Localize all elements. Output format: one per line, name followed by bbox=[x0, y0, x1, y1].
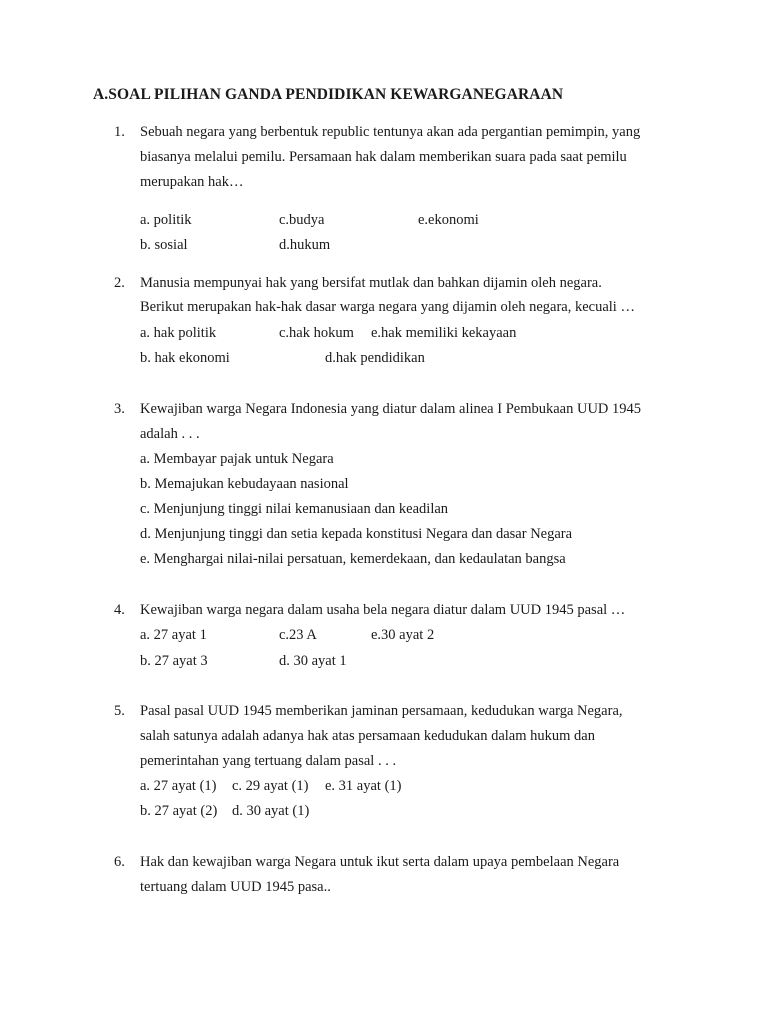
option-c: c. Menjunjung tinggi nilai kemanusiaan dan keadilan bbox=[140, 501, 449, 517]
question-text-line: Manusia mempunyai hak yang bersifat mutlak dan bahkan dijamin oleh negara. bbox=[140, 275, 602, 291]
question-text-line: adalah . . . bbox=[140, 426, 200, 442]
option-b: b. 27 ayat (2) bbox=[140, 803, 218, 819]
option-e: e.30 ayat 2 bbox=[371, 627, 435, 643]
option-c: c. 29 ayat (1) bbox=[232, 778, 309, 794]
option-d: d.hak pendidikan bbox=[325, 350, 425, 366]
question-text-line: Kewajiban warga negara dalam usaha bela negara diatur dalam UUD 1945 pasal … bbox=[140, 602, 626, 618]
question-number: 4. bbox=[114, 602, 125, 618]
option-e: e. Menghargai nilai-nilai persatuan, kemerdekaan, dan kedaulatan bangsa bbox=[140, 551, 566, 567]
option-e: e. 31 ayat (1) bbox=[325, 778, 402, 794]
option-a: a. 27 ayat (1) bbox=[140, 778, 217, 794]
question-number: 5. bbox=[114, 703, 125, 719]
question-text-line: salah satunya adalah adanya hak atas persamaan kedudukan dalam hukum dan bbox=[140, 728, 595, 744]
page-title: A.SOAL PILIHAN GANDA PENDIDIKAN KEWARGANEGARAAN bbox=[93, 86, 564, 103]
option-d: d. 30 ayat (1) bbox=[232, 803, 310, 819]
question-number: 6. bbox=[114, 854, 125, 870]
question-number: 3. bbox=[114, 401, 125, 417]
question-text-line: Pasal pasal UUD 1945 memberikan jaminan persamaan, kedudukan warga Negara, bbox=[140, 703, 623, 719]
question-number: 2. bbox=[114, 275, 125, 291]
question-text-line: merupakan hak… bbox=[140, 174, 244, 190]
question-text-line: biasanya melalui pemilu. Persamaan hak dalam memberikan suara pada saat pemilu bbox=[140, 149, 627, 165]
question-text-line: tertuang dalam UUD 1945 pasa.. bbox=[140, 879, 331, 895]
question-text-line: Hak dan kewajiban warga Negara untuk ikut serta dalam upaya pembelaan Negara bbox=[140, 854, 620, 870]
question-text-line: Berikut merupakan hak-hak dasar warga negara yang dijamin oleh negara, kecuali … bbox=[140, 299, 635, 315]
option-b: b. 27 ayat 3 bbox=[140, 653, 208, 669]
option-c: c.budya bbox=[279, 212, 325, 228]
option-b: b. sosial bbox=[140, 237, 188, 253]
option-a: a. Membayar pajak untuk Negara bbox=[140, 451, 334, 467]
option-b: b. Memajukan kebudayaan nasional bbox=[140, 476, 349, 492]
question-text-line: Sebuah negara yang berbentuk republic tentunya akan ada pergantian pemimpin, yang bbox=[140, 124, 641, 140]
option-d: d. 30 ayat 1 bbox=[279, 653, 347, 669]
question-number: 1. bbox=[114, 124, 125, 140]
question-text-line: pemerintahan yang tertuang dalam pasal . . . bbox=[140, 753, 397, 769]
option-a: a. politik bbox=[140, 212, 192, 228]
option-c: c.hak hokum bbox=[279, 325, 354, 341]
option-d: d.hukum bbox=[279, 237, 331, 253]
option-b: b. hak ekonomi bbox=[140, 350, 230, 366]
option-e: e.ekonomi bbox=[418, 212, 479, 228]
option-c: c.23 A bbox=[279, 627, 317, 643]
option-e: e.hak memiliki kekayaan bbox=[371, 325, 517, 341]
option-a: a. hak politik bbox=[140, 325, 217, 341]
option-a: a. 27 ayat 1 bbox=[140, 627, 207, 643]
question-text-line: Kewajiban warga Negara Indonesia yang diatur dalam alinea I Pembukaan UUD 1945 bbox=[140, 401, 642, 417]
option-d: d. Menjunjung tinggi dan setia kepada konstitusi Negara dan dasar Negara bbox=[140, 526, 573, 542]
